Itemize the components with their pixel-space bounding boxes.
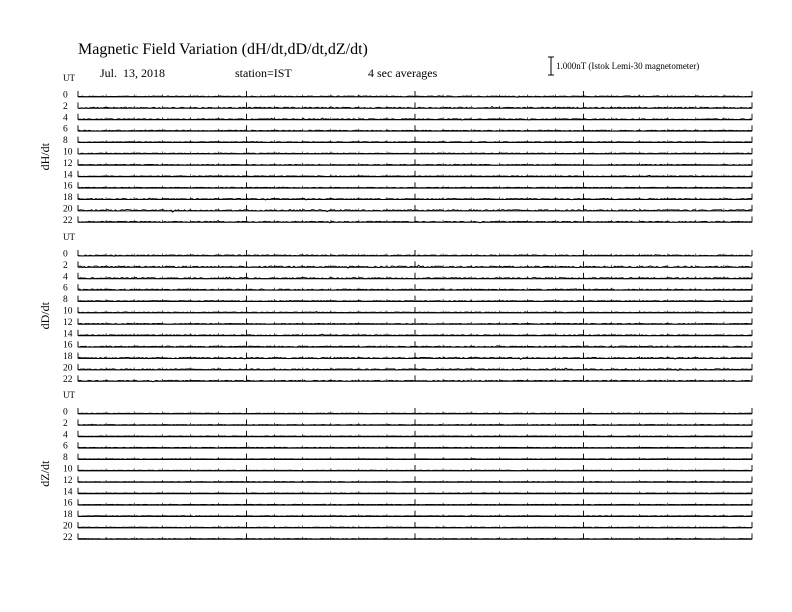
hour-label: 22 xyxy=(63,215,73,226)
averaging-label: 4 sec averages xyxy=(368,66,438,80)
ut-label: UT xyxy=(63,390,75,400)
hour-label: 10 xyxy=(63,306,73,317)
panels xyxy=(38,73,752,543)
hour-label: 8 xyxy=(63,295,68,306)
hour-label: 6 xyxy=(63,441,68,452)
hour-label: 16 xyxy=(63,181,73,192)
date-label: Jul. 13, 2018 xyxy=(100,66,166,80)
hour-label: 4 xyxy=(63,430,68,441)
hour-label: 20 xyxy=(63,204,73,215)
hour-label: 10 xyxy=(63,147,73,158)
hour-label: 18 xyxy=(63,352,73,363)
panel-label: dZ/dt xyxy=(38,460,52,487)
hour-label: 18 xyxy=(63,510,73,521)
hour-label: 22 xyxy=(63,374,73,385)
chart-title: Magnetic Field Variation (dH/dt,dD/dt,dZ/dt) xyxy=(78,41,368,58)
hour-label: 0 xyxy=(63,90,68,101)
panel-2 xyxy=(38,232,752,385)
hour-label: 8 xyxy=(63,136,68,147)
scale-bar-label: 1.000nT (Istok Lemi-30 magnetometer) xyxy=(556,61,700,71)
hour-label: 14 xyxy=(63,170,73,181)
panel-1 xyxy=(38,73,752,226)
hour-label: 18 xyxy=(63,193,73,204)
hour-label: 4 xyxy=(63,113,68,124)
ut-label: UT xyxy=(63,73,75,83)
panel-3 xyxy=(38,390,752,543)
hour-label: 2 xyxy=(63,101,68,112)
hour-label: 12 xyxy=(63,317,73,328)
hour-label: 12 xyxy=(63,158,73,169)
hour-label: 14 xyxy=(63,329,73,340)
hour-label: 8 xyxy=(63,453,68,464)
hour-label: 20 xyxy=(63,521,73,532)
hour-label: 12 xyxy=(63,475,73,486)
hour-label: 14 xyxy=(63,487,73,498)
ut-label: UT xyxy=(63,232,75,242)
hour-label: 0 xyxy=(63,249,68,260)
hour-label: 2 xyxy=(63,260,68,271)
hour-label: 6 xyxy=(63,283,68,294)
hour-label: 4 xyxy=(63,272,68,283)
station-label: station=IST xyxy=(235,66,292,80)
hour-label: 0 xyxy=(63,407,68,418)
hour-label: 20 xyxy=(63,363,73,374)
hour-label: 6 xyxy=(63,124,68,135)
hour-label: 2 xyxy=(63,418,68,429)
panel-label: dH/dt xyxy=(38,143,52,171)
hour-label: 22 xyxy=(63,532,73,543)
hour-label: 10 xyxy=(63,464,73,475)
hour-label: 16 xyxy=(63,340,73,351)
hour-label: 16 xyxy=(63,498,73,509)
scale-bar xyxy=(548,57,699,75)
panel-label: dD/dt xyxy=(38,302,52,330)
